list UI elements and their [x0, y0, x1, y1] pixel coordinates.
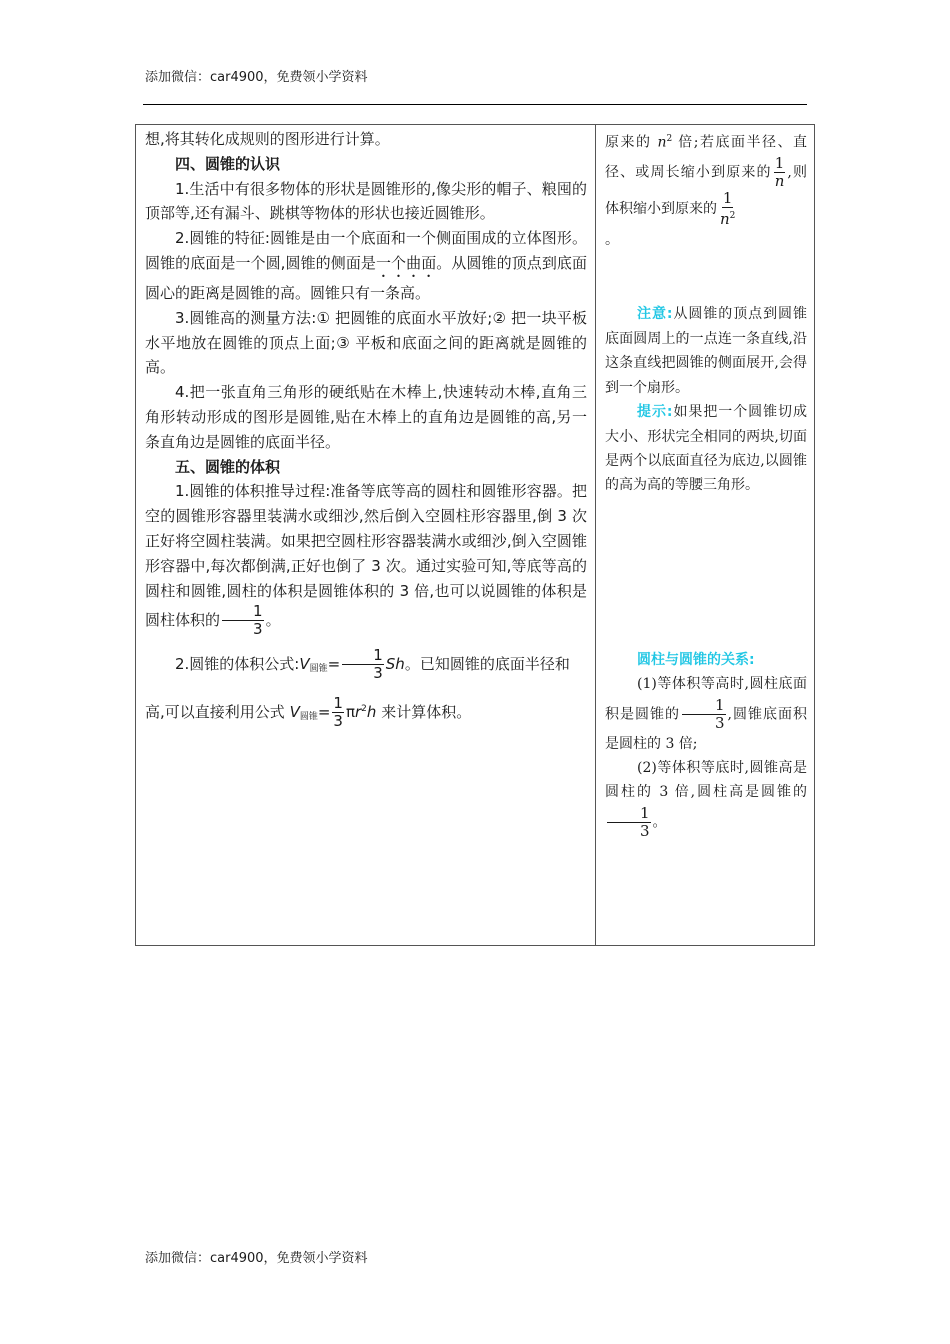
fraction-one-third: $\frac{1}{3}$ — [222, 603, 264, 638]
note-label: 注意: — [637, 306, 673, 323]
fraction-one-third: $\frac{1}{3}$ — [607, 805, 651, 840]
main-column — [145, 127, 587, 737]
page-header: 添加微信：car4900，免费领小学资料 — [145, 70, 368, 85]
fraction-one-over-n: $\frac{1}{n}$ — [774, 154, 785, 191]
paragraph-volume-formula: 2.圆锥的体积公式:V圆锥= $\frac{1}{3}$ Sh。已知圆锥的底面半径和 — [175, 646, 570, 683]
header-divider — [143, 104, 807, 105]
fraction-one-third: $\frac{1}{3}$ — [342, 647, 384, 682]
side-note-scaling: 原来的 $n^2$ 倍;若底面半径、直径、或周长缩小到原来的 $\frac{1}{n}$ ,则体积缩小到原来的 $\frac{1}{n^2}$ — [605, 134, 807, 229]
section-heading-cone-recognition: 四、圆锥的认识 — [175, 154, 281, 173]
fraction-one-third: $\frac{1}{3}$ — [682, 697, 726, 732]
paragraph-height-measure: 3.圆锥高的测量方法:① 把圆锥的底面水平放好;② 把一块平板水平地放在圆锥的顶点上面;③ 平板和底面之间的距离就是圆锥的高。 — [145, 308, 587, 377]
emphasis-curved-surface: 一个曲面 — [375, 253, 437, 272]
page-footer: 添加微信：car4900，免费领小学资料 — [145, 1251, 368, 1266]
fraction-one-third: $\frac{1}{3}$ — [333, 694, 343, 731]
paragraph-cone-examples: 1.生活中有很多物体的形状是圆锥形的,像尖形的帽子、粮囤的顶部等,还有漏斗、跳棋等物体的形状也接近圆锥形。 — [145, 179, 587, 223]
paragraph-right-triangle: 4.把一张直角三角形的硬纸贴在木棒上,快速转动木棒,直角三角形转动形成的图形是圆锥,贴在木棒上的直角边是圆锥的高,另一条直角边是圆锥的底面半径。 — [145, 383, 587, 451]
relation-item-1: (1)等体积等高时,圆柱底面积是圆锥的 $\frac{1}{3}$ ,圆锥底面积是圆柱的 3 倍; — [605, 676, 807, 752]
paragraph-volume-derivation: 1.圆锥的体积推导过程:准备等底等高的圆柱和圆锥形容器。把空的圆锥形容器里装满水或细沙,然后倒入空圆柱形容器里,倒 3 次正好将空圆柱装满。如果把空圆柱形容器装满水或细沙,倒入空圆锥形容器中,每次都倒满,正好也倒了 3 次。通过实验可知,等底等高的圆柱和圆锥,圆柱的体积是圆锥体积的 3 倍,也可以说圆锥的体积是圆柱体积的 $\frac{1}{3}$ 。 — [145, 482, 587, 639]
paragraph-cone-features: 2.圆锥的特征:圆锥是由一个底面和一个侧面围成的立体图形。圆锥的底面是一个圆,圆锥的侧面是一个曲面。从圆锥的顶点到底面圆心的距离是圆锥的高。圆锥只有一条高。 — [145, 229, 587, 302]
section-heading-cone-volume: 五、圆锥的体积 — [175, 457, 281, 476]
tip-label: 提示: — [637, 404, 673, 421]
side-note-tip: 提示:如果把一个圆锥切成大小、形状完全相同的两块,切面是两个以底面直径为底边,以圆锥的高为高的等腰三角形。 — [605, 404, 808, 494]
side-notes-column: 原来的 $n^2$ 倍;若底面半径、直径、或周长缩小到原来的 $\frac{1}{n}$ ,则体积缩小到原来的 $\frac{1}{n^2}$ 。 注意:从圆锥的顶点到圆锥底面圆周上的一点连一条直线,沿这条直线把圆锥的侧面展开,会得到一个扇形。 提示:如果把一个圆锥切成大小、形状完全相同的两块,切面是两个以底面直径为底边,以圆锥的高为高的等腰三角形。 圆柱与圆锥的关系: (1)等体积等高时,圆柱底面积是圆锥的 $\frac{1}{3}$ ,圆锥底面积是圆柱的 3 倍; (2)等体积等底时,圆锥高是圆柱的 3 倍,圆柱高是圆锥的 $\frac{1}{3}$ 。 — [605, 127, 807, 840]
relation-item-2: (2)等体积等底时,圆锥高是圆柱的 3 倍,圆柱高是圆锥的 $\frac{1}{3}$ 。 — [605, 759, 807, 840]
relation-title: 圆柱与圆锥的关系: — [637, 651, 755, 668]
fraction-one-over-n-squared: $\frac{1}{n^2}$ — [720, 189, 736, 229]
column-divider — [595, 124, 596, 946]
paragraph-volume-formula-radius: 高,可以直接利用公式 V圆锥= $\frac{1}{3}$ $\pi r^2h$ 来计算体积。 — [145, 694, 472, 731]
side-note-attention: 注意:从圆锥的顶点到圆锥底面圆周上的一点连一条直线,沿这条直线把圆锥的侧面展开,会得到一个扇形。 — [605, 306, 808, 396]
paragraph-intro: 想,将其转化成规则的图形进行计算。 — [145, 130, 390, 148]
